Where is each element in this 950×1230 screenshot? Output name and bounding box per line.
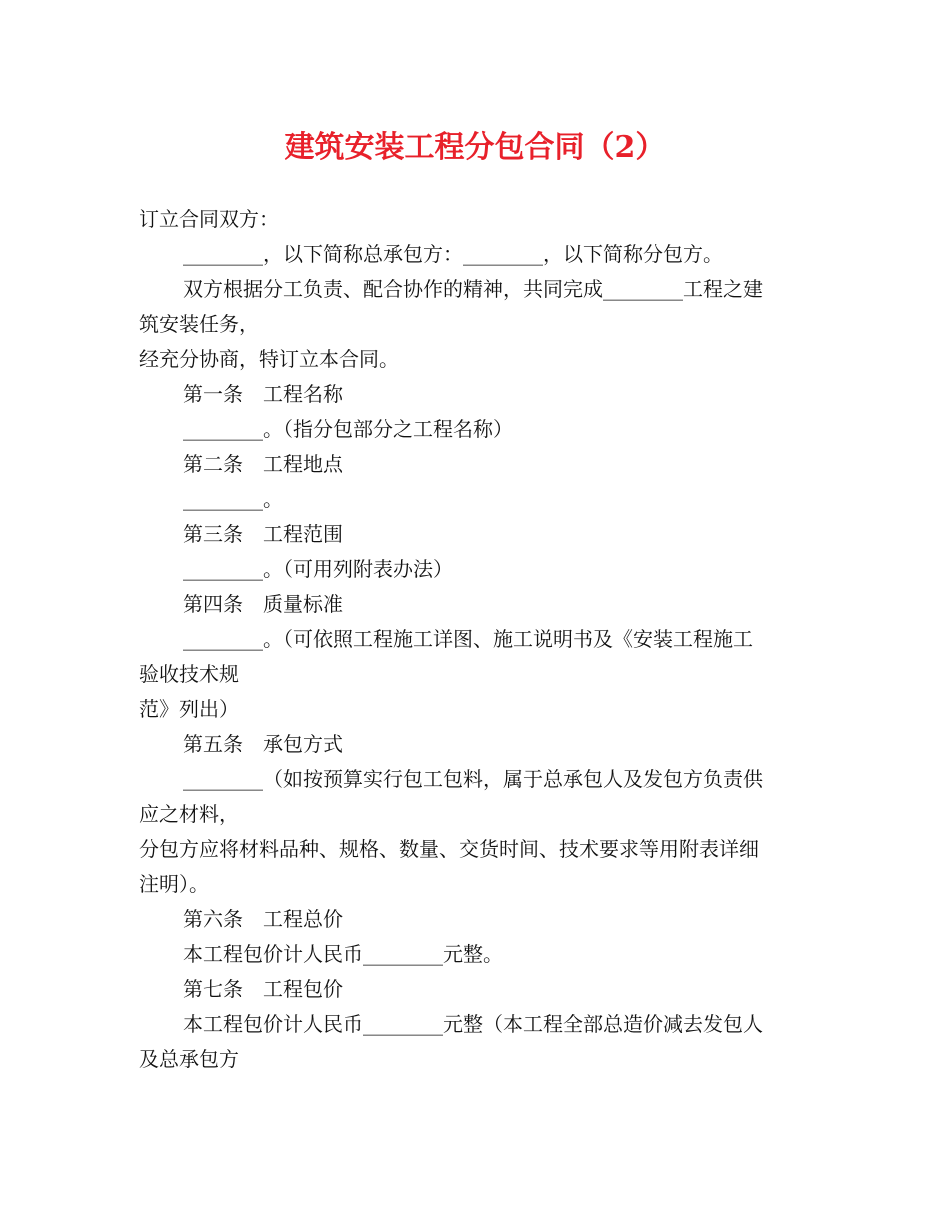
- text-line: 筑安装任务，: [139, 312, 259, 336]
- text-line: 第七条 工程包价: [183, 977, 343, 1001]
- text-line: 范》列出）: [139, 697, 239, 721]
- text-line: 应之材料，: [139, 802, 239, 826]
- text-line: 分包方应将材料品种、规格、数量、交货时间、技术要求等用附表详细: [139, 837, 759, 861]
- text-line: ________，以下简称总承包方：________，以下简称分包方。: [183, 242, 723, 266]
- document-body: [139, 202, 815, 1077]
- text-line: ________。（可依照工程施工详图、施工说明书及《安装工程施工: [183, 627, 753, 651]
- text-line: ________。: [183, 487, 283, 511]
- text-line: 第二条 工程地点: [183, 452, 343, 476]
- text-line: ________。（指分包部分之工程名称）: [183, 417, 513, 441]
- text-line: 订立合同双方：: [139, 207, 279, 231]
- text-line: 双方根据分工负责、配合协作的精神，共同完成________工程之建: [183, 277, 763, 301]
- text-line: 注明）。: [139, 872, 209, 896]
- text-line: 验收技术规: [139, 662, 239, 686]
- text-line: 本工程包价计人民币________元整。: [183, 942, 503, 966]
- text-line: 第一条 工程名称: [183, 382, 343, 406]
- text-line: 第五条 承包方式: [183, 732, 343, 756]
- text-line: 经充分协商，特订立本合同。: [139, 347, 399, 371]
- text-line: 及总承包方: [139, 1047, 239, 1071]
- text-line: 第三条 工程范围: [183, 522, 343, 546]
- text-line: 本工程包价计人民币________元整（本工程全部总造价减去发包人: [183, 1012, 763, 1036]
- text-line: ________。（可用列附表办法）: [183, 557, 453, 581]
- text-line: 第四条 质量标准: [183, 592, 343, 616]
- text-line: ________（如按预算实行包工包料，属于总承包人及发包方负责供: [183, 767, 763, 791]
- text-line: 第六条 工程总价: [183, 907, 343, 931]
- document-title: 建筑安装工程分包合同（2）: [284, 130, 666, 165]
